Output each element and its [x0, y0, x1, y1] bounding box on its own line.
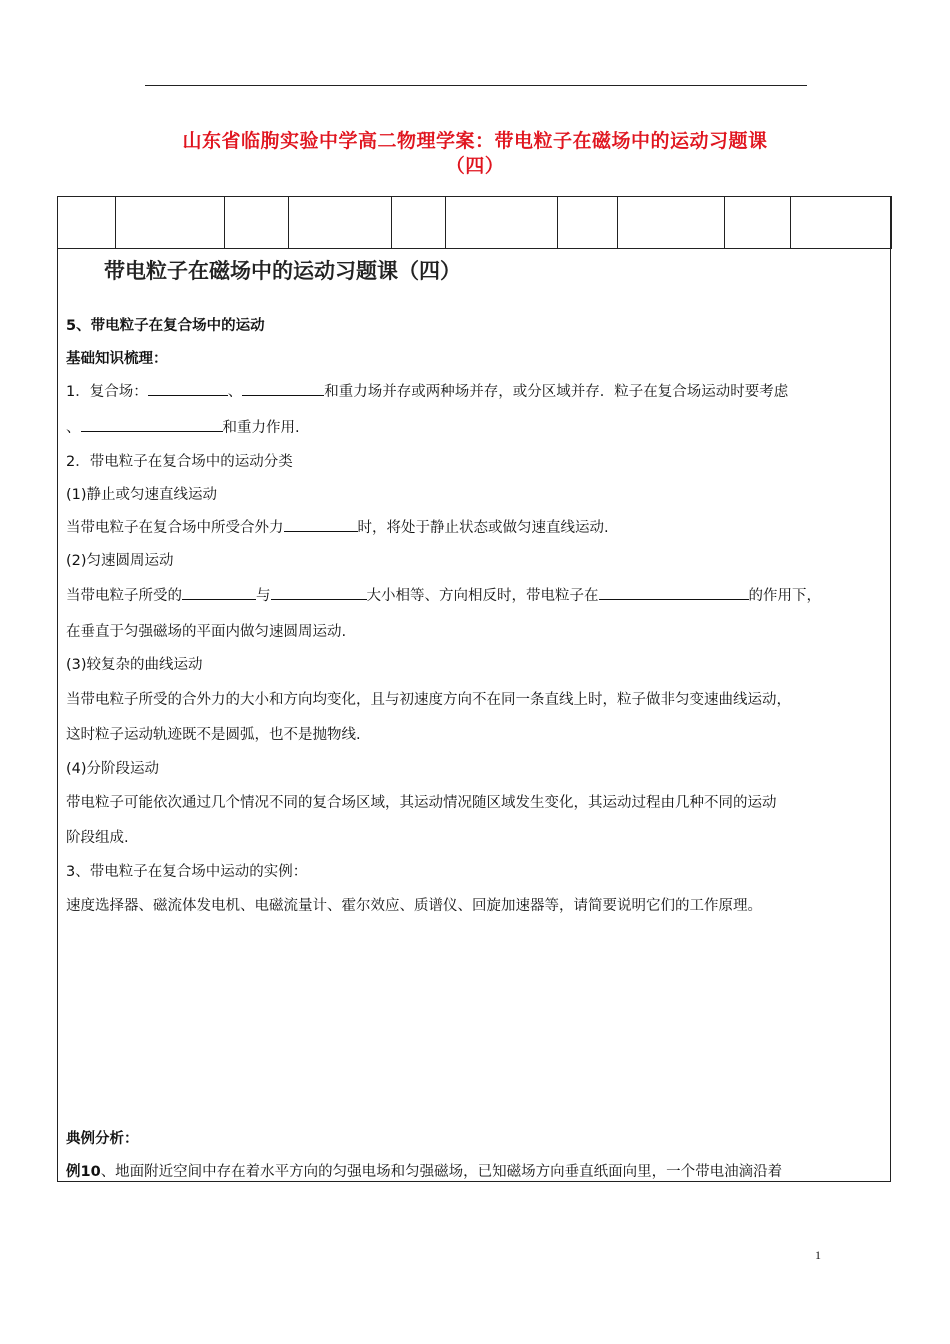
sub1-prefix: 当带电粒子在复合场中所受合外力 — [66, 520, 284, 536]
fill-blank[interactable] — [599, 584, 749, 600]
item1-line1 — [66, 380, 788, 401]
sub2-part: 当带电粒子所受的 — [66, 588, 182, 604]
example10-label: 例10 — [66, 1164, 101, 1180]
header-cell — [791, 197, 892, 249]
sub2-part: 的作用下， — [748, 588, 821, 604]
sub1-heading: (1)静止或匀速直线运动 — [66, 487, 218, 503]
sub4-line2: 阶段组成. — [66, 830, 129, 846]
lesson-title: 带电粒子在磁场中的运动习题课（四） — [104, 259, 461, 283]
header-cell — [392, 197, 446, 249]
item2-heading: 2．带电粒子在复合场中的运动分类 — [66, 454, 293, 470]
item1-suffix: 和重力作用. — [222, 420, 300, 436]
sub4-heading: (4)分阶段运动 — [66, 761, 160, 777]
document-title: 山东省临朐实验中学高二物理学案：带电粒子在磁场中的运动习题课 — [182, 130, 768, 152]
item3-heading: 3、带电粒子在复合场中运动的实例： — [66, 864, 308, 880]
header-cell — [225, 197, 289, 249]
sub2-heading: (2)匀速圆周运动 — [66, 553, 174, 569]
examples-heading: 典例分析： — [66, 1131, 139, 1147]
fill-blank[interactable] — [284, 516, 358, 532]
header-cell — [558, 197, 618, 249]
separator: 、 — [227, 384, 243, 400]
sub2-part: 大小相等、方向相反时，带电粒子在 — [366, 588, 599, 604]
sub1-suffix: 时，将处于静止状态或做匀速直线运动. — [357, 520, 609, 536]
separator: 、 — [66, 420, 81, 436]
header-cell — [725, 197, 791, 249]
fill-blank[interactable] — [148, 380, 228, 396]
sub2-text — [66, 584, 821, 605]
basics-heading: 基础知识梳理： — [66, 351, 168, 367]
section-heading: 5、带电粒子在复合场中的运动 — [66, 318, 265, 334]
example10-text: 、地面附近空间中存在着水平方向的匀强电场和匀强磁场，已知磁场方向垂直纸面向里，一个带电油滴沿着 — [100, 1164, 783, 1180]
header-grid — [57, 196, 892, 249]
document-title-continued: （四） — [445, 155, 505, 177]
header-cell — [446, 197, 558, 249]
sub2-part: 与 — [256, 588, 271, 604]
sub1-text — [66, 516, 609, 537]
top-rule — [145, 85, 807, 86]
fill-blank[interactable] — [242, 380, 324, 396]
header-cell — [58, 197, 116, 249]
sub4-line1: 带电粒子可能依次通过几个情况不同的复合场区域，其运动情况随区域发生变化，其运动过程由几种不同的运动 — [66, 795, 777, 811]
example10 — [66, 1160, 782, 1181]
item1-prefix: 1．复合场： — [66, 384, 148, 400]
fill-blank[interactable] — [182, 584, 256, 600]
fill-blank[interactable] — [271, 584, 367, 600]
header-cell — [618, 197, 725, 249]
item1-mid: 和重力场并存或两种场并存，或分区域并存．粒子在复合场运动时要考虑 — [324, 384, 789, 400]
item3-text: 速度选择器、磁流体发电机、电磁流量计、霍尔效应、质谱仪、回旋加速器等，请简要说明它们的工作原理。 — [66, 898, 762, 914]
header-cell — [289, 197, 392, 249]
sub2-line2: 在垂直于匀强磁场的平面内做匀速圆周运动. — [66, 624, 347, 640]
sub3-heading: (3)较复杂的曲线运动 — [66, 657, 203, 673]
header-cell — [116, 197, 225, 249]
item1-line2 — [66, 416, 300, 437]
page-number: 1 — [815, 1248, 821, 1262]
fill-blank[interactable] — [81, 416, 223, 432]
sub3-line2: 这时粒子运动轨迹既不是圆弧，也不是抛物线. — [66, 727, 361, 743]
sub3-line1: 当带电粒子所受的合外力的大小和方向均变化，且与初速度方向不在同一条直线上时，粒子做非匀变速曲线运动， — [66, 692, 791, 708]
